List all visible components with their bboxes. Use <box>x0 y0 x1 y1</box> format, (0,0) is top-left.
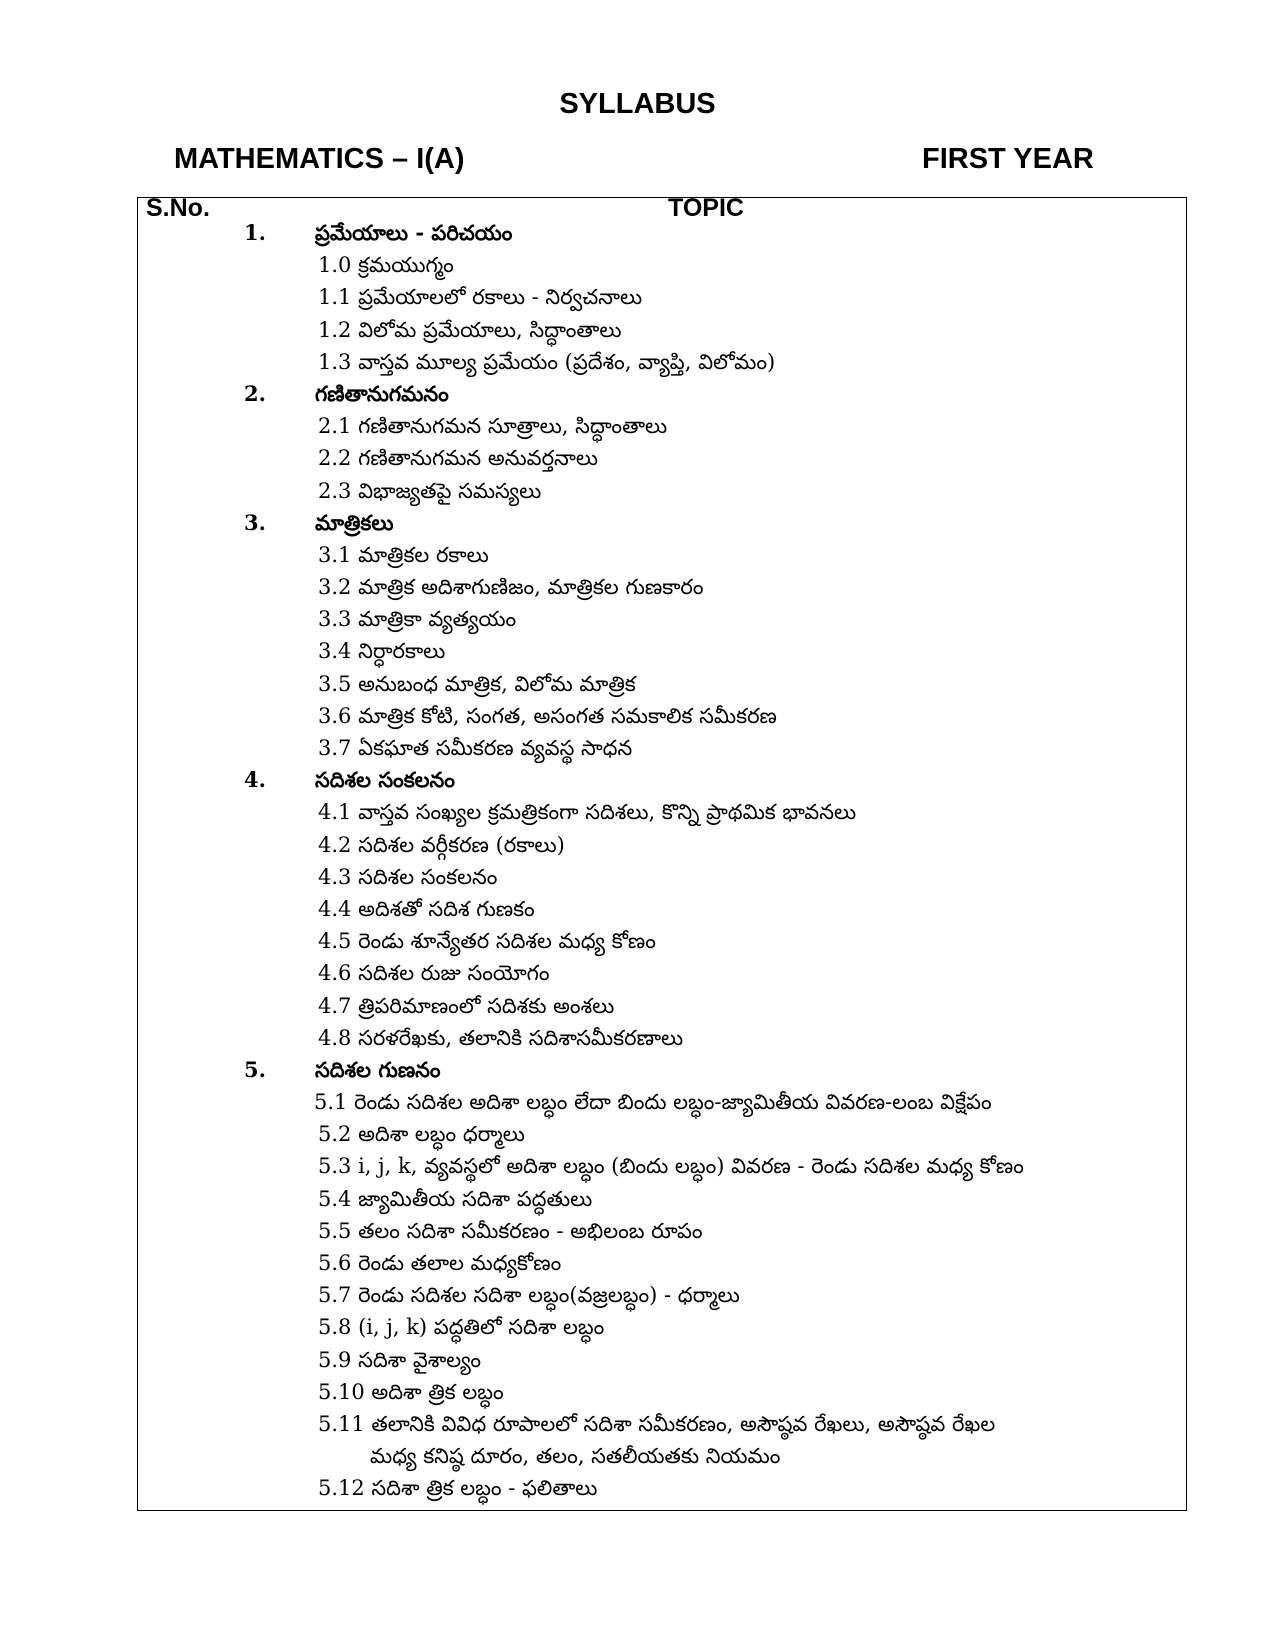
unit-number: 1. <box>244 220 266 245</box>
unit-title: గణితానుగమనం <box>315 380 449 406</box>
topic-text: 4.4 అదిశతో సదిశ గుణకం <box>318 896 535 921</box>
topic-item <box>0 893 1275 925</box>
topic-text: 2.3 విభాజ్యతపై సమస్యలు <box>318 478 542 503</box>
unit-title: సదిశల గుణనం <box>315 1056 441 1082</box>
unit-title: ప్రమేయాలు - పరిచయం <box>315 220 513 245</box>
topic-text: 5.3 i, j, k, వ్యవస్థలో అదిశా లబ్ధం (బిందు లబ్ధం) వివరణ - రెండు సదిశల మధ్య కోణం <box>318 1154 1024 1179</box>
topic-item <box>0 1215 1275 1247</box>
topic-text: 4.8 సరళరేఖకు, తలానికి సదిశాసమీకరణాలు <box>318 1025 684 1050</box>
unit-row <box>0 764 1275 796</box>
topic-text: 4.6 సదిశల రుజు సంయోగం <box>318 961 550 986</box>
topic-item <box>0 603 1275 635</box>
topic-item <box>0 1247 1275 1279</box>
topic-item <box>0 1022 1275 1054</box>
topic-text: 3.1 మాత్రికల రకాలు <box>318 542 489 567</box>
topic-item <box>0 1086 1275 1118</box>
topic-text: 5.7 రెండు సదిశల సదిశా లబ్ధం(వజ్రలబ్ధం) - ధర్మాలు <box>318 1283 740 1308</box>
topic-text: 2.1 గణితానుగమన సూత్రాలు, సిద్ధాంతాలు <box>318 414 668 439</box>
unit-number: 2. <box>244 380 266 406</box>
topic-item <box>0 1344 1275 1376</box>
topic-text: 1.1 ప్రమేయాలలో రకాలు - నిర్వచనాలు <box>318 285 643 310</box>
topic-text: 5.1 రెండు సదిశల అదిశా లబ్ధం లేదా బిందు లబ్ధం-జ్యామితీయ వివరణ-లంబ విక్షేపం <box>314 1090 992 1115</box>
topic-text: 3.3 మాత్రికా వ్యత్యయం <box>318 607 517 632</box>
topic-text: 4.2 సదిశల వర్గీకరణ (రకాలు) <box>318 832 565 857</box>
topic-item <box>0 1279 1275 1311</box>
column-header-sno: S.No. <box>146 194 210 222</box>
topic-text: 5.8 (i, j, k) పద్ధతిలో సదిశా లబ్ధం <box>318 1315 605 1340</box>
topic-item <box>0 249 1275 281</box>
topic-text: 4.1 వాస్తవ సంఖ్యల క్రమత్రికంగా సదిశలు, కొన్ని ప్రాథమిక భావనలు <box>318 800 857 825</box>
topic-text: 1.3 వాస్తవ మూల్య ప్రమేయం (ప్రదేశం, వ్యాప్తి, విలోమం) <box>318 349 776 374</box>
unit-row <box>0 378 1275 410</box>
topic-text: 5.2 అదిశా లబ్ధం ధర్మాలు <box>318 1122 525 1147</box>
topic-item-continuation <box>0 1440 1275 1472</box>
topic-text: 5.6 రెండు తలాల మధ్యకోణం <box>318 1251 562 1275</box>
topic-item <box>0 281 1275 313</box>
subject-heading: MATHEMATICS – I(A) <box>174 143 465 175</box>
topic-item <box>0 1150 1275 1182</box>
syllabus-rows <box>0 217 1275 1505</box>
topic-item <box>0 700 1275 732</box>
topic-item <box>0 442 1275 474</box>
topic-item <box>0 925 1275 957</box>
topic-item <box>0 571 1275 603</box>
unit-number: 3. <box>244 509 266 535</box>
topic-item <box>0 1183 1275 1215</box>
topic-item <box>0 957 1275 989</box>
topic-item <box>0 796 1275 828</box>
topic-item <box>0 346 1275 378</box>
topic-text: 5.5 తలం సదిశా సమీకరణం - అభిలంబ రూపం <box>318 1218 703 1243</box>
unit-title: సదిశల సంకలనం <box>315 767 455 793</box>
unit-row <box>0 1054 1275 1086</box>
topic-item <box>0 475 1275 507</box>
topic-item <box>0 1376 1275 1408</box>
topic-text: 5.10 అదిశా త్రిక లబ్ధం <box>318 1379 504 1404</box>
topic-text: మధ్య కనిష్ఠ దూరం, తలం, సతలీయతకు నియమం <box>370 1444 781 1469</box>
unit-row <box>0 507 1275 539</box>
topic-item <box>0 314 1275 346</box>
topic-item <box>0 1311 1275 1343</box>
topic-item <box>0 1472 1275 1504</box>
topic-item <box>0 829 1275 861</box>
column-header-topic: TOPIC <box>668 194 744 222</box>
topic-text: 4.3 సదిశల సంకలనం <box>318 864 498 889</box>
topic-item <box>0 539 1275 571</box>
unit-number: 5. <box>244 1056 266 1082</box>
topic-item <box>0 990 1275 1022</box>
topic-item <box>0 732 1275 764</box>
topic-item <box>0 1408 1275 1440</box>
topic-text: 3.7 ఏకఘాత సమీకరణ వ్యవస్థ సాధన <box>318 736 633 760</box>
topic-text: 3.5 అనుబంధ మాత్రిక, విలోమ మాత్రిక <box>318 671 636 696</box>
topic-item <box>0 861 1275 893</box>
topic-text: 3.4 నిర్ధారకాలు <box>318 639 446 664</box>
topic-text: 5.11 తలానికి వివిధ రూపాలలో సదిశా సమీకరణం, అసౌష్ఠవ రేఖలు, అసౌష్ఠవ రేఖల <box>318 1411 996 1436</box>
topic-item <box>0 668 1275 700</box>
topic-item <box>0 1118 1275 1150</box>
page-title: SYLLABUS <box>559 88 716 120</box>
topic-text: 5.4 జ్యామితీయ సదిశా పద్ధతులు <box>318 1186 593 1211</box>
topic-item <box>0 635 1275 667</box>
topic-text: 4.7 త్రిపరిమాణంలో సదిశకు అంశలు <box>318 993 615 1018</box>
topic-text: 4.5 రెండు శూన్యేతర సదిశల మధ్య కోణం <box>318 929 656 954</box>
topic-text: 3.6 మాత్రిక కోటి, సంగత, అసంగత సమకాలిక సమీకరణ <box>318 703 777 728</box>
unit-title: మాత్రికలు <box>315 509 394 535</box>
unit-row <box>0 217 1275 249</box>
topic-text: 5.9 సదిశా వైశాల్యం <box>318 1347 481 1372</box>
topic-item <box>0 410 1275 442</box>
unit-number: 4. <box>244 767 266 793</box>
topic-text: 3.2 మాత్రిక అదిశాగుణిజం, మాత్రికల గుణకారం <box>318 575 704 600</box>
topic-text: 1.2 విలోమ ప్రమేయాలు, సిద్ధాంతాలు <box>318 317 622 342</box>
topic-text: 2.2 గణితానుగమన అనువర్తనాలు <box>318 446 599 471</box>
year-heading: FIRST YEAR <box>922 143 1094 175</box>
topic-text: 1.0 క్రమయుగ్మం <box>318 253 454 278</box>
topic-text: 5.12 సదిశా త్రిక లబ్ధం - ఫలితాలు <box>318 1476 598 1501</box>
